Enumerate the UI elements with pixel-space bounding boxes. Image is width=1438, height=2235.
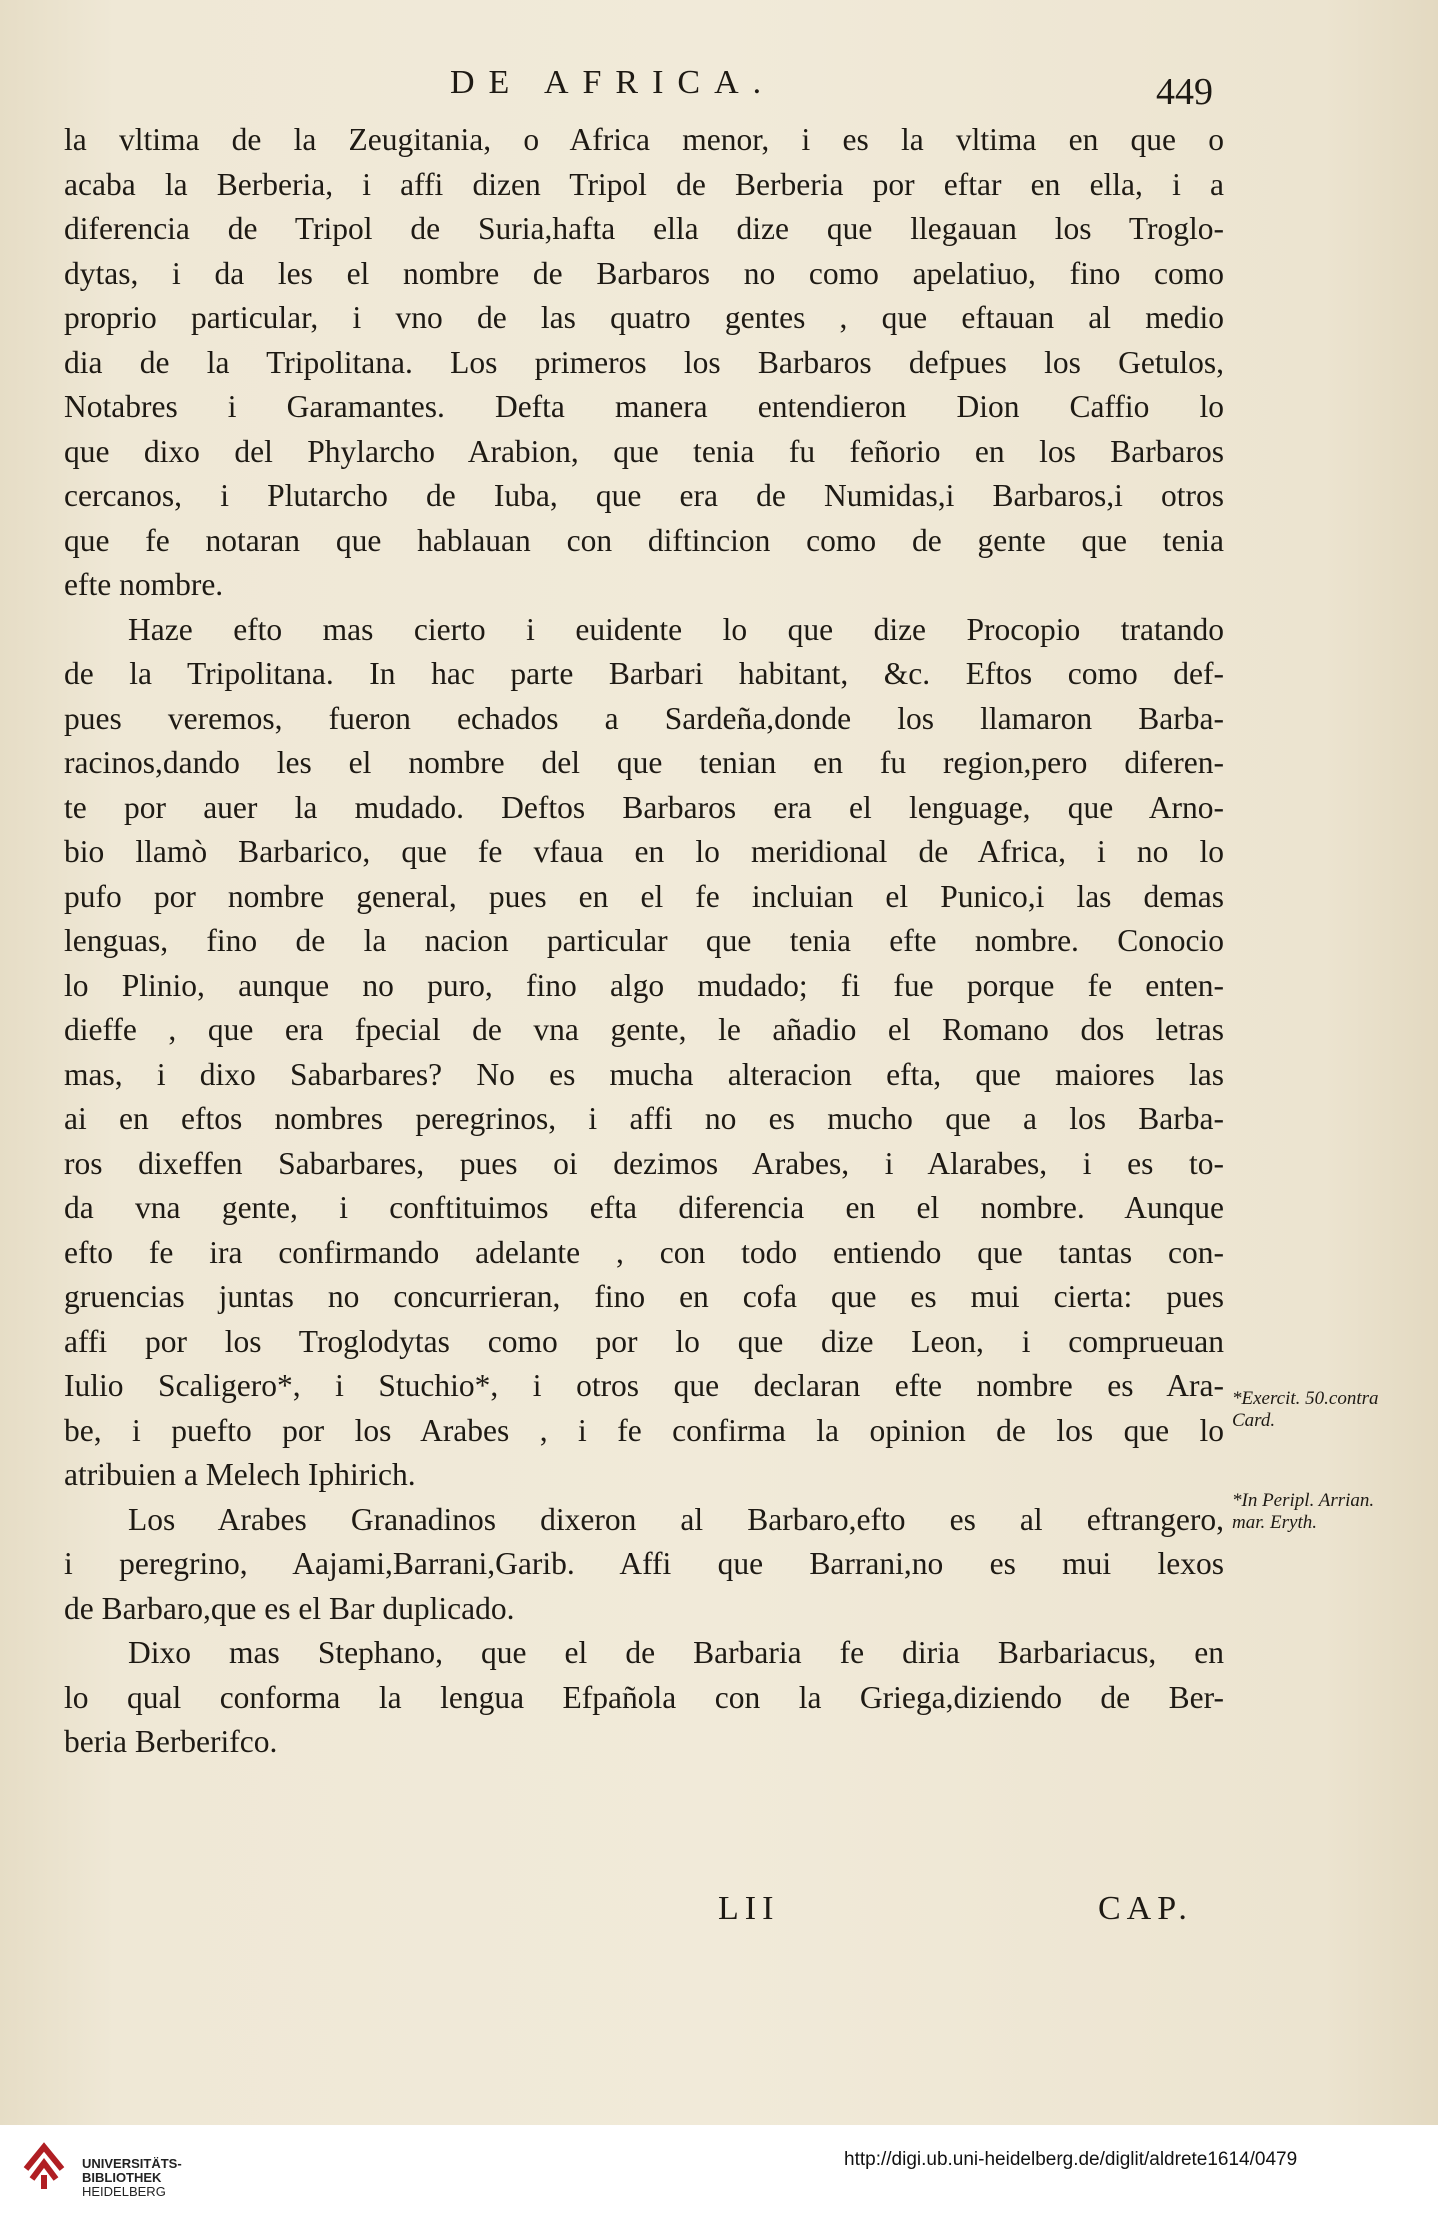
text-line: Iulio Scaligero*, i Stuchio*, i otros que declaran efte nombre es Ara-: [64, 1368, 1224, 1403]
text-line: Dixo mas Stephano, que el de Barbaria fe diria Barbariacus, en: [128, 1635, 1224, 1670]
signature-mark: LII: [718, 1890, 780, 1927]
text-line: ros dixeffen Sabarbares, pues oi dezimos Arabes, i Alarabes, i es to-: [64, 1145, 1224, 1181]
text-line: la vltima de la Zeugitania, o Africa menor, i es la vltima en que o: [64, 122, 1224, 157]
text-line: dieffe , que era fpecial de vna gente, le añadio el Romano dos letras: [64, 1012, 1224, 1047]
text-line: da vna gente, i conftituimos efta diferencia en el nombre. Aunque: [64, 1190, 1224, 1225]
text-line: efto fe ira confirmando adelante , con todo entiendo que tantas con-: [64, 1234, 1224, 1270]
text-line: i peregrino, Aajami,Barrani,Garib. Affi que Barrani,no es mui lexos: [64, 1546, 1224, 1581]
text-line: proprio particular, i vno de las quatro gentes , que eftauan al medio: [64, 300, 1224, 335]
library-name-line: BIBLIOTHEK: [82, 2170, 162, 2185]
text-line: de Barbaro,que es el Bar duplicado.: [64, 1590, 515, 1626]
text-line: lenguas, fino de la nacion particular que tenia efte nombre. Conocio: [64, 923, 1224, 958]
text-line: atribuien a Melech Iphirich.: [64, 1457, 416, 1492]
page-header: [0, 64, 1438, 113]
text-line: acaba la Berberia, i affi dizen Tripol de Berberia por eftar en ella, i a: [64, 166, 1224, 202]
text-line: Notabres i Garamantes. Defta manera entendieron Dion Caffio lo: [64, 389, 1224, 424]
marginal-note-1: *Exercit. 50.contra Card.: [1232, 1388, 1379, 1431]
page-number: 449: [1156, 71, 1213, 113]
library-logo-icon: [22, 2139, 66, 2191]
text-line: gruencias juntas no concurrieran, fino en cofa que es mui cierta: pues: [64, 1279, 1224, 1314]
running-title: DE AFRICA.: [450, 64, 776, 101]
text-line: que fe notaran que hablauan con diftincion como de gente que tenia: [64, 522, 1224, 558]
library-name-line: HEIDELBERG: [82, 2184, 166, 2199]
catchword: CAP.: [1098, 1890, 1193, 1927]
text-line: diferencia de Tripol de Suria,hafta ella dize que llegauan los Troglo-: [64, 211, 1224, 246]
text-line: Haze efto mas cierto i euidente lo que dize Procopio tratando: [128, 611, 1224, 647]
text-line: efte nombre.: [64, 567, 224, 602]
text-line: ai en eftos nombres peregrinos, i affi no es mucho que a los Barba-: [64, 1101, 1224, 1136]
text-line: lo qual conforma la lengua Efpañola con la Griega,diziendo de Ber-: [64, 1679, 1224, 1715]
text-line: de la Tripolitana. In hac parte Barbari habitant, &c. Eftos como def-: [64, 656, 1224, 691]
text-line: dytas, i da les el nombre de Barbaros no como apelatiuo, fino como: [64, 255, 1224, 291]
text-line: affi por los Troglodytas como por lo que dize Leon, i comprueuan: [64, 1323, 1224, 1359]
text-line: pufo por nombre general, pues en el fe incluian el Punico,i las demas: [64, 878, 1224, 914]
text-line: Los Arabes Granadinos dixeron al Barbaro,efto es al eftrangero,: [128, 1501, 1224, 1537]
library-name: [82, 2157, 182, 2199]
text-line: bio llamò Barbarico, que fe vfaua en lo meridional de Africa, i no lo: [64, 834, 1224, 869]
marginal-note-2: *In Peripl. Arrian. mar. Eryth.: [1232, 1490, 1375, 1533]
text-line: be, i puefto por los Arabes , i fe confirma la opinion de los que lo: [64, 1412, 1224, 1448]
source-url-link[interactable]: http://digi.ub.uni-heidelberg.de/diglit/aldrete1614/0479: [844, 2149, 1298, 2170]
text-line: te por auer la mudado. Deftos Barbaros era el lenguage, que Arno-: [64, 789, 1224, 825]
text-line: beria Berberifco.: [64, 1724, 278, 1759]
footer-bar: [0, 2125, 1438, 2235]
text-line: mas, i dixo Sabarbares? No es mucha alteracion efta, que maiores las: [64, 1056, 1224, 1092]
text-line: pues veremos, fueron echados a Sardeña,donde los llamaron Barba-: [64, 700, 1224, 736]
text-line: dia de la Tripolitana. Los primeros los Barbaros defpues los Getulos,: [64, 344, 1224, 380]
body-text: [64, 118, 1224, 1765]
library-name-line: UNIVERSITÄTS-: [82, 2156, 182, 2171]
text-line: que dixo del Phylarcho Arabion, que tenia fu feñorio en los Barbaros: [64, 433, 1224, 469]
text-line: cercanos, i Plutarcho de Iuba, que era de Numidas,i Barbaros,i otros: [64, 478, 1224, 513]
text-line: lo Plinio, aunque no puro, fino algo mudado; fi fue porque fe enten-: [64, 967, 1224, 1003]
text-line: racinos,dando les el nombre del que tenian en fu region,pero diferen-: [64, 745, 1224, 780]
